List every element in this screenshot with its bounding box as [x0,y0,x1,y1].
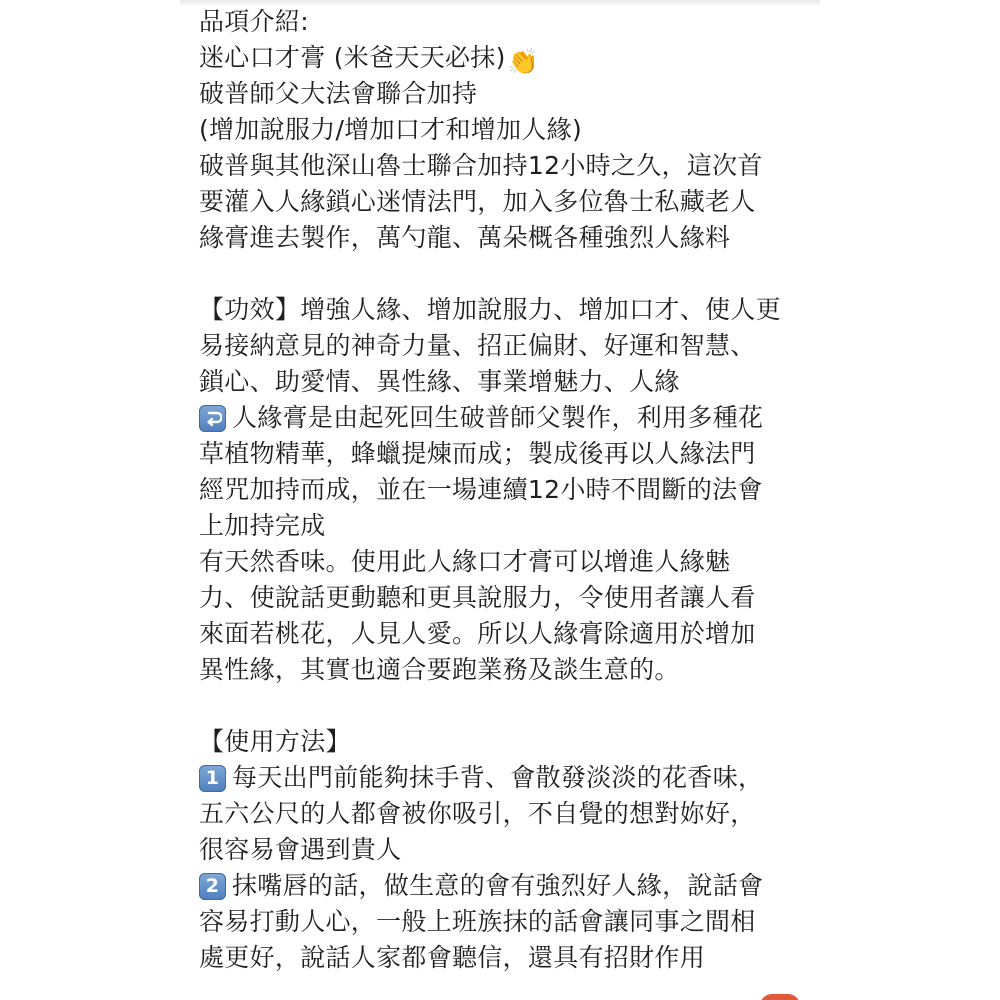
line-text: 五六公尺的人都會被你吸引，不自覺的想對妳好， [199,799,756,828]
line-text: (增加說服力/增加口才和增加人緣) [199,115,583,144]
line-text: 力、使說話更動聽和更具說服力，令使用者讓人看 [199,583,756,612]
line-text: 很容易會遇到貴人 [199,835,402,864]
line-text: 上加持完成 [199,511,326,540]
text-line [199,940,819,976]
text-line [199,580,819,616]
line-text: 要灌入人緣鎖心迷情法門，加入多位魯士私藏老人 [199,187,756,216]
line-text: 【使用方法】 [199,727,351,756]
text-line [199,220,819,256]
line-text: 品項介紹: [199,7,309,36]
line-text: 【功效】增強人緣、增加說服力、增加口才、使人更 [199,295,781,324]
text-line [199,184,819,220]
text-line [199,76,819,112]
text-line [199,400,819,436]
text-line [199,832,819,868]
line-text: 異性緣，其實也適合要跑業務及談生意的。 [199,655,680,684]
blank-line [199,688,819,724]
clapping-hands-icon: 👏 [507,47,540,76]
text-line [199,112,819,148]
text-line [199,724,819,760]
line-text: 鎖心、助愛情、異性緣、事業增魅力、人緣 [199,367,680,396]
line-text: 經咒加持而成，並在一場連續12小時不間斷的法會 [199,475,763,504]
line-text: 易接納意見的神奇力量、招正偏財、好運和智慧、 [199,331,756,360]
text-line [199,760,819,796]
text-line [199,796,819,832]
line-text: 容易打動人心，一般上班族抹的話會讓同事之間相 [199,907,756,936]
line-text: 抹嘴唇的話，做生意的會有強烈好人緣，說話會 [232,871,764,900]
text-line [199,40,819,76]
text-line [199,148,819,184]
keycap-1-icon: 1 [199,765,226,792]
line-text: 草植物精華，蜂蠟提煉而成；製成後再以人緣法門 [199,439,756,468]
text-line [199,904,819,940]
text-line [199,544,819,580]
text-line [199,436,819,472]
line-text: 處更好，說話人家都會聽信，還具有招財作用 [199,943,706,972]
line-text: 人緣膏是由起死回生破普師父製作，利用多種花 [232,403,764,432]
corner-badge [760,994,800,1000]
line-text: 來面若桃花，人見人愛。所以人緣膏除適用於增加 [199,619,756,648]
line-text: 緣膏進去製作，萬勺龍、萬朵概各種強烈人緣料 [199,223,731,252]
text-line [199,4,819,40]
text-line [199,364,819,400]
line-text: 迷心口才膏 (米爸天天必抹) [199,43,506,72]
blank-line [199,256,819,292]
line-text: 有天然香味。使用此人緣口才膏可以增進人緣魅 [199,547,731,576]
text-line [199,508,819,544]
line-text: 破普師父大法會聯合加持 [199,79,478,108]
line-text: 破普與其他深山魯士聯合加持12小時之久，這次首 [199,151,763,180]
text-line [199,328,819,364]
product-description [199,4,819,976]
return-arrow-icon [199,405,226,432]
text-line [199,868,819,904]
line-text: 每天出門前能夠抹手背、會散發淡淡的花香味， [232,763,764,792]
text-line [199,292,819,328]
text-line [199,616,819,652]
text-line [199,652,819,688]
keycap-2-icon: 2 [199,873,226,900]
text-line [199,472,819,508]
